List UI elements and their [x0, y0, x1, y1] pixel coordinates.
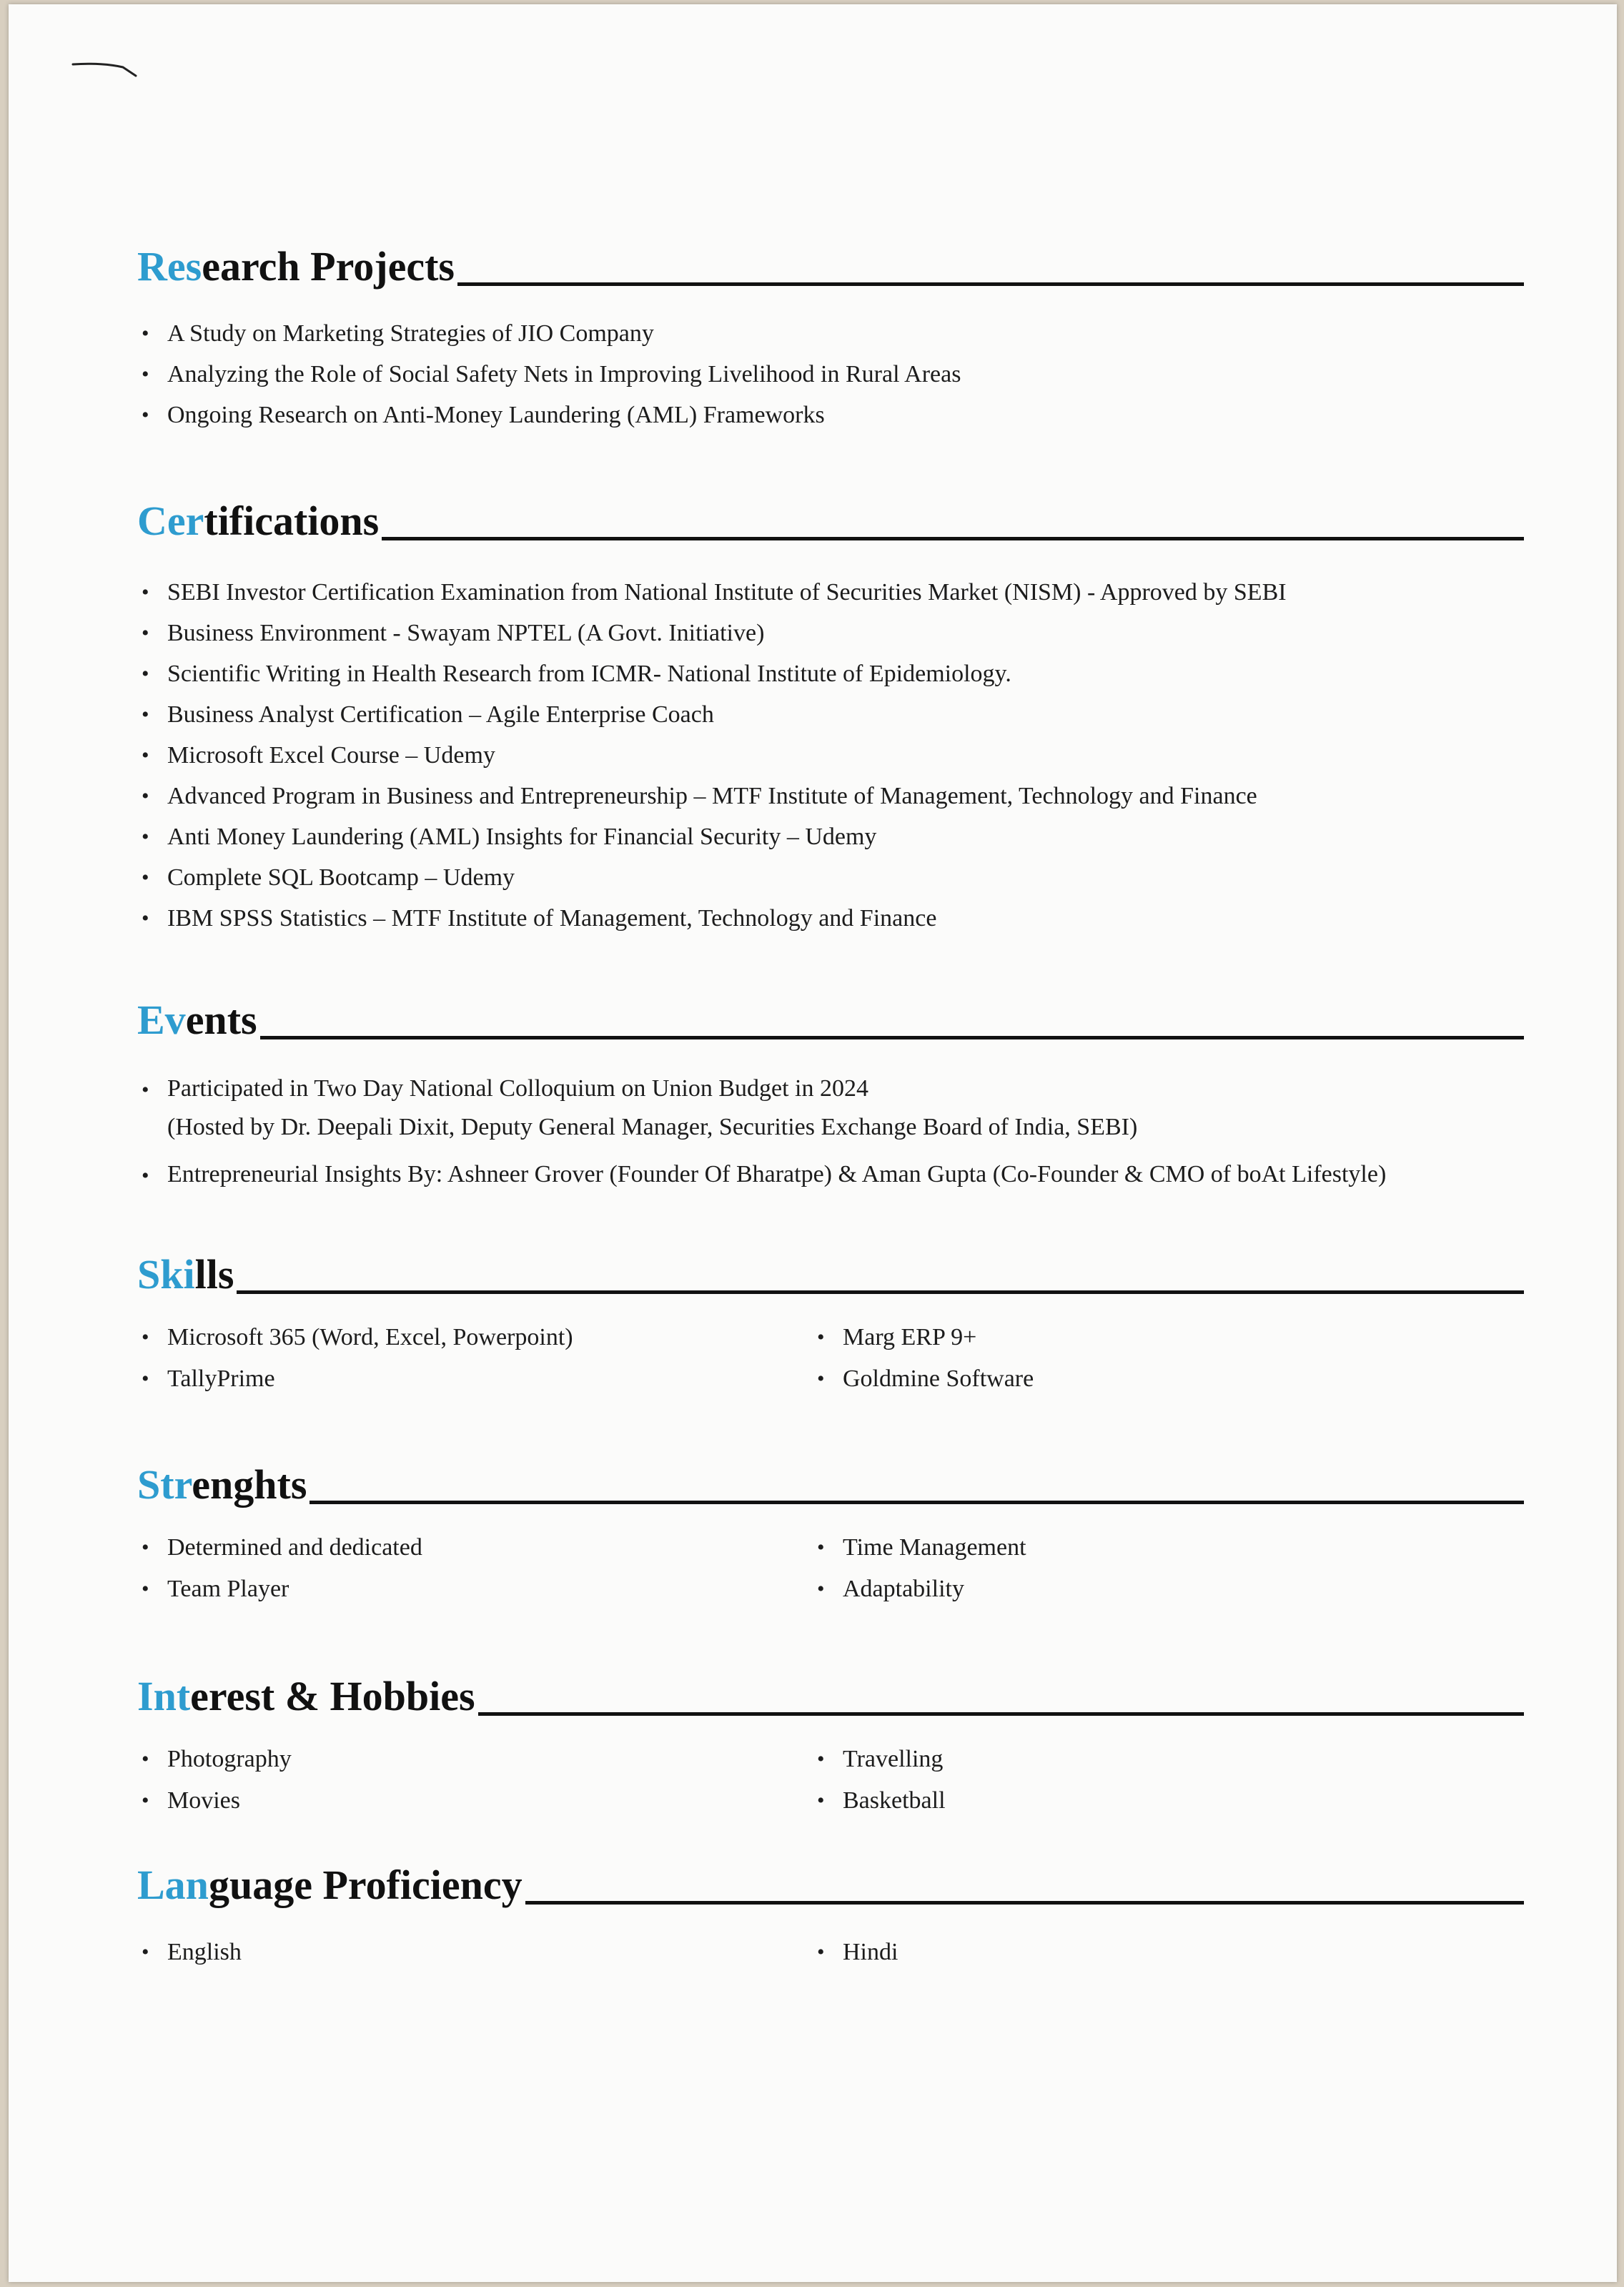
list-item: • English [137, 1932, 813, 1973]
section-title: Skills [137, 1251, 234, 1298]
research-list [137, 313, 1524, 435]
list-item: • TallyPrime [137, 1358, 813, 1400]
section-heading [137, 1461, 1524, 1508]
section-heading [137, 1251, 1524, 1298]
strengths-columns [137, 1527, 1524, 1610]
section-title: Events [137, 997, 257, 1043]
section-heading [137, 500, 1524, 542]
list-item: • Marg ERP 9+ [813, 1317, 1524, 1358]
list-item: • Microsoft Excel Course – Udemy [137, 735, 1524, 776]
section-interests [137, 1673, 1524, 1822]
certifications-list [137, 572, 1524, 939]
list-item: • Photography [137, 1739, 813, 1780]
section-title: Interest & Hobbies [137, 1673, 475, 1719]
interests-columns [137, 1739, 1524, 1822]
section-rule [260, 1036, 1524, 1039]
interests-left-list [137, 1739, 813, 1822]
event-title: • Entrepreneurial Insights By: Ashneer Grover (Founder Of Bharatpe) & Aman Gupta (Co-Founder & CMO of boAt Lifestyle) [167, 1161, 1387, 1187]
list-item: • Basketball [813, 1780, 1524, 1822]
list-item: • Analyzing the Role of Social Safety Nets in Improving Livelihood in Rural Areas [137, 354, 1524, 395]
list-item: • SEBI Investor Certification Examination from National Institute of Securities Market (NISM) - Approved by SEBI [137, 572, 1524, 613]
section-research-projects [137, 243, 1524, 435]
section-skills [137, 1251, 1524, 1400]
section-heading [137, 999, 1524, 1041]
list-item: • Microsoft 365 (Word, Excel, Powerpoint) [137, 1317, 813, 1358]
section-rule [382, 537, 1524, 540]
list-item: • Ongoing Research on Anti-Money Laundering (AML) Frameworks [137, 395, 1524, 435]
section-title: Strenghts [137, 1461, 307, 1508]
list-item: • Movies [137, 1780, 813, 1822]
list-item: • Determined and dedicated [137, 1527, 813, 1569]
languages-right-list [813, 1932, 1524, 1973]
section-strengths [137, 1461, 1524, 1610]
list-item [137, 1070, 1524, 1147]
strengths-left-list [137, 1527, 813, 1610]
section-languages [137, 1864, 1524, 1973]
section-rule [237, 1290, 1524, 1294]
section-certifications [137, 500, 1524, 939]
list-item: • Travelling [813, 1739, 1524, 1780]
section-rule [457, 282, 1524, 286]
list-item: • IBM SPSS Statistics – MTF Institute of Management, Technology and Finance [137, 898, 1524, 939]
section-heading [137, 243, 1524, 290]
skills-left-list [137, 1317, 813, 1400]
section-heading [137, 1864, 1524, 1906]
list-item: • Business Environment - Swayam NPTEL (A Govt. Initiative) [137, 613, 1524, 653]
section-rule [478, 1712, 1524, 1716]
languages-columns [137, 1932, 1524, 1973]
strengths-right-list [813, 1527, 1524, 1610]
list-item: • Complete SQL Bootcamp – Udemy [137, 857, 1524, 898]
list-item: • Scientific Writing in Health Research from ICMR- National Institute of Epidemiology. [137, 653, 1524, 694]
list-item: • Goldmine Software [813, 1358, 1524, 1400]
list-item: • A Study on Marketing Strategies of JIO Company [137, 313, 1524, 354]
list-item: • Time Management [813, 1527, 1524, 1569]
section-events [137, 999, 1524, 1194]
section-title: Research Projects [137, 243, 455, 290]
languages-left-list [137, 1932, 813, 1973]
list-item: • Business Analyst Certification – Agile Enterprise Coach [137, 694, 1524, 735]
section-rule [525, 1901, 1524, 1905]
section-rule [310, 1501, 1524, 1504]
event-title: • Participated in Two Day National Colloquium on Union Budget in 2024 [167, 1075, 869, 1102]
skills-columns [137, 1317, 1524, 1400]
event-detail: (Hosted by Dr. Deepali Dixit, Deputy General Manager, Securities Exchange Board of India, SEBI) [167, 1114, 1138, 1140]
section-title: Language Proficiency [137, 1862, 523, 1908]
list-item: • Anti Money Laundering (AML) Insights for Financial Security – Udemy [137, 816, 1524, 857]
list-item [137, 1155, 1524, 1194]
interests-right-list [813, 1739, 1524, 1822]
list-item: • Advanced Program in Business and Entrepreneurship – MTF Institute of Management, Technology and Finance [137, 776, 1524, 816]
events-list [137, 1070, 1524, 1194]
list-item: • Team Player [137, 1569, 813, 1610]
skills-right-list [813, 1317, 1524, 1400]
section-heading [137, 1673, 1524, 1719]
section-title: Certifications [137, 498, 380, 544]
list-item: • Adaptability [813, 1569, 1524, 1610]
list-item: • Hindi [813, 1932, 1524, 1973]
resume-page [9, 4, 1617, 2282]
